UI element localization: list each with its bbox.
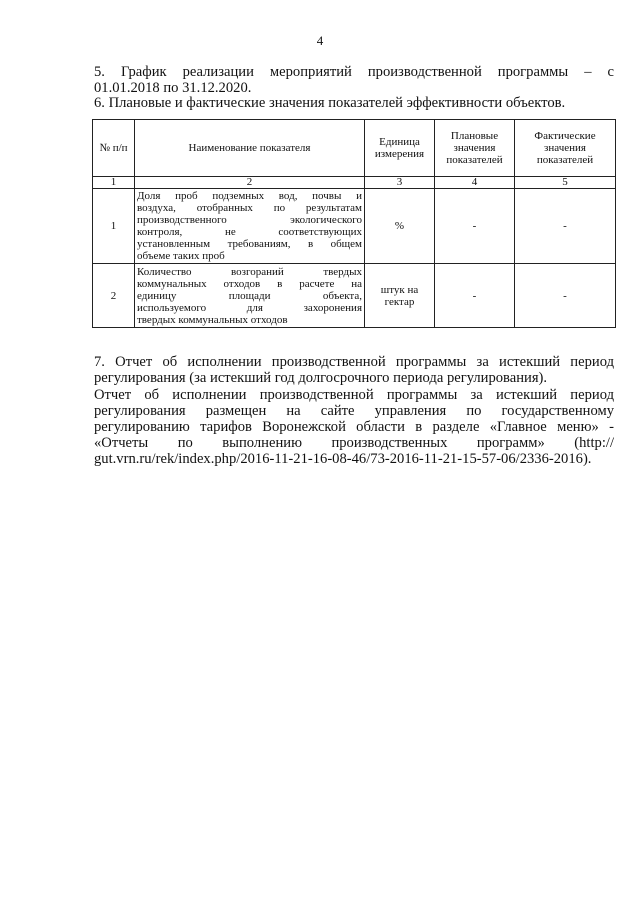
column-index: 4 bbox=[435, 177, 515, 189]
indicator-name-line: используемого для захоронения bbox=[137, 301, 362, 314]
table-row bbox=[93, 264, 616, 328]
planned-value: - bbox=[435, 264, 515, 328]
table-row bbox=[93, 189, 616, 264]
section-7-title-line: 7. Отчет об исполнении производственной программы за истекший период bbox=[94, 354, 614, 370]
indicator-name-line: твердых коммунальных отходов bbox=[137, 313, 288, 326]
header-indicator-name: Наименование показателя bbox=[135, 120, 365, 177]
efficiency-indicators-table bbox=[92, 119, 616, 328]
column-index: 1 bbox=[93, 177, 135, 189]
column-index: 5 bbox=[515, 177, 616, 189]
indicator-name-line: Доля проб подземных вод, почвы и bbox=[137, 190, 362, 202]
section-7-body-line: регулирования размещен на сайте управления по государственному bbox=[94, 403, 614, 419]
section-6-heading bbox=[94, 95, 614, 111]
section-7-heading bbox=[94, 354, 614, 386]
indicator-name-line: воздуха, отобранных по результатам bbox=[137, 202, 362, 214]
section-7-body-line: Отчет об исполнении производственной программы за истекший период bbox=[94, 387, 614, 403]
section-5-paragraph bbox=[94, 64, 614, 96]
header-actual: Фактические значения показателей bbox=[515, 120, 616, 177]
unit-cell: штук на гектар bbox=[365, 264, 435, 328]
section-6-title: 6. Плановые и фактические значения показателей эффективности объектов. bbox=[94, 95, 566, 111]
indicator-name-line: единицу площади объекта, bbox=[137, 289, 362, 302]
actual-value: - bbox=[515, 189, 616, 264]
indicator-name-line: объеме таких проб bbox=[137, 250, 225, 262]
indicator-name-line: Количество возгораний твердых bbox=[137, 265, 362, 278]
indicator-name-line: коммунальных отходов в расчете на bbox=[137, 277, 362, 290]
header-planned: Плановые значения показателей bbox=[435, 120, 515, 177]
planned-value: - bbox=[435, 189, 515, 264]
header-unit: Единица измерения bbox=[365, 120, 435, 177]
section-7-body-line: регулированию тарифов Воронежской области в разделе «Главное меню» - bbox=[94, 419, 614, 435]
indicator-name-line: установленным требованиям, в общем bbox=[137, 238, 362, 250]
row-number: 2 bbox=[93, 264, 135, 328]
column-index: 3 bbox=[365, 177, 435, 189]
table-header-row bbox=[93, 120, 616, 177]
section-7-title-line: регулирования (за истекший год долгосрочного периода регулирования). bbox=[94, 370, 548, 386]
header-number: № п/п bbox=[93, 120, 135, 177]
column-index: 2 bbox=[135, 177, 365, 189]
row-number: 1 bbox=[93, 189, 135, 264]
indicator-name bbox=[135, 189, 365, 264]
indicator-name-line: производственного экологического bbox=[137, 214, 362, 226]
section-7-link-line: gut.vrn.ru/rek/index.php/2016-11-21-16-08-46/73-2016-11-21-15-57-06/2336-2016). bbox=[94, 451, 592, 467]
page-number: 4 bbox=[316, 33, 324, 48]
indicator-name bbox=[135, 264, 365, 328]
section-7-body-line: «Отчеты по выполнению производственных программ» (http:// bbox=[94, 435, 614, 451]
actual-value: - bbox=[515, 264, 616, 328]
unit-cell: % bbox=[365, 189, 435, 264]
indicator-name-line: контроля, не соответствующих bbox=[137, 226, 362, 238]
section-5-line: 01.01.2018 по 31.12.2020. bbox=[94, 80, 252, 96]
section-7-body bbox=[94, 387, 614, 467]
table-index-row bbox=[93, 177, 616, 189]
section-5-line: 5. График реализации мероприятий производственной программы – с bbox=[94, 64, 614, 80]
